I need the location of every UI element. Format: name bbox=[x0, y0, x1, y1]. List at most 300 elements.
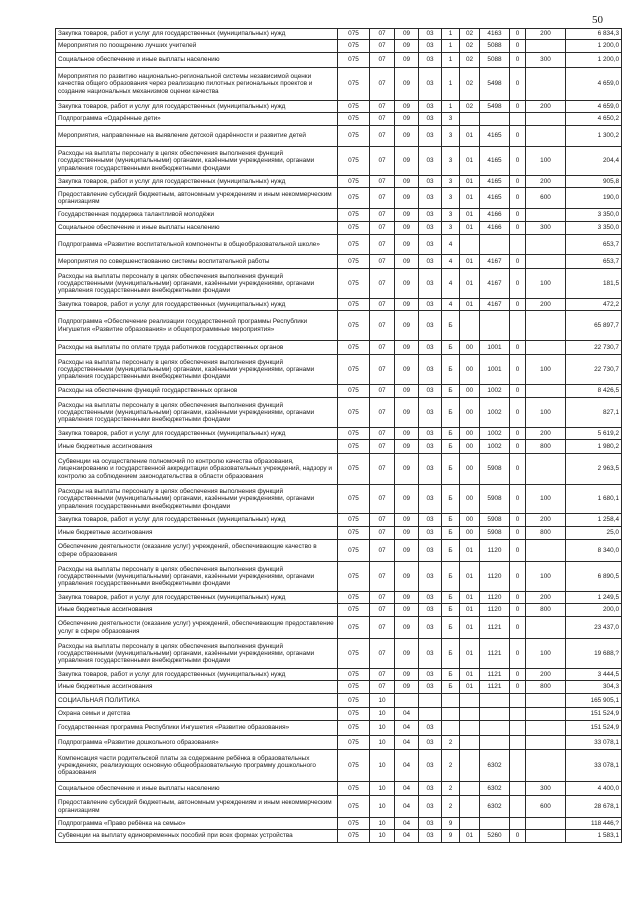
code-cell: 4166 bbox=[480, 222, 510, 235]
code-cell bbox=[526, 830, 566, 843]
code-cell: 01 bbox=[460, 639, 480, 669]
table-row bbox=[56, 355, 622, 385]
code-cell bbox=[510, 818, 526, 830]
code-cell: 4167 bbox=[480, 299, 510, 311]
code-cell bbox=[510, 113, 526, 126]
code-cell bbox=[526, 540, 566, 562]
code-cell: 03 bbox=[419, 527, 442, 540]
row-name-cell: Закупка товаров, работ и услуг для государственных (муниципальных) нужд bbox=[56, 176, 338, 188]
code-cell: 07 bbox=[370, 440, 395, 454]
code-cell: 00 bbox=[460, 514, 480, 527]
code-cell: 075 bbox=[338, 355, 370, 385]
code-cell: Б bbox=[442, 485, 460, 514]
code-cell: 01 bbox=[460, 222, 480, 235]
code-cell: 07 bbox=[370, 68, 395, 101]
code-cell bbox=[480, 311, 510, 341]
code-cell: 01 bbox=[460, 176, 480, 188]
code-cell: 10 bbox=[370, 818, 395, 830]
amount-cell: 472,2 bbox=[566, 299, 622, 311]
code-cell: 00 bbox=[460, 398, 480, 428]
code-cell: 2 bbox=[442, 750, 460, 782]
amount-cell: 33 078,1 bbox=[566, 750, 622, 782]
code-cell: 200 bbox=[526, 299, 566, 311]
code-cell: 1120 bbox=[480, 562, 510, 592]
code-cell: 07 bbox=[370, 147, 395, 176]
code-cell: 4 bbox=[442, 299, 460, 311]
code-cell: 0 bbox=[510, 68, 526, 101]
code-cell: 03 bbox=[419, 341, 442, 355]
code-cell: 07 bbox=[370, 40, 395, 53]
code-cell: 10 bbox=[370, 694, 395, 708]
row-name-cell: Компенсация части родительской платы за содержание ребёнка в образовательных учреждениях, реализующих основную общеобразовательную программу дошкольного образования bbox=[56, 750, 338, 782]
code-cell: Б bbox=[442, 540, 460, 562]
code-cell: 01 bbox=[460, 209, 480, 222]
code-cell bbox=[526, 68, 566, 101]
code-cell: 09 bbox=[395, 147, 419, 176]
code-cell: 075 bbox=[338, 592, 370, 604]
amount-cell: 8 426,5 bbox=[566, 385, 622, 398]
code-cell: 09 bbox=[395, 669, 419, 681]
code-cell: 03 bbox=[419, 398, 442, 428]
code-cell bbox=[526, 617, 566, 639]
code-cell: 09 bbox=[395, 562, 419, 592]
code-cell bbox=[526, 708, 566, 721]
amount-cell: 2 963,5 bbox=[566, 454, 622, 485]
code-cell: 00 bbox=[460, 440, 480, 454]
code-cell: 200 bbox=[526, 101, 566, 113]
code-cell: 01 bbox=[460, 269, 480, 299]
code-cell: 200 bbox=[526, 669, 566, 681]
code-cell: 09 bbox=[395, 428, 419, 440]
code-cell: Б bbox=[442, 385, 460, 398]
code-cell bbox=[442, 708, 460, 721]
code-cell bbox=[480, 113, 510, 126]
code-cell: 3 bbox=[442, 113, 460, 126]
code-cell: 03 bbox=[419, 681, 442, 694]
code-cell: 07 bbox=[370, 255, 395, 269]
table-row bbox=[56, 592, 622, 604]
code-cell: 0 bbox=[510, 617, 526, 639]
table-row bbox=[56, 514, 622, 527]
budget-table bbox=[55, 28, 622, 843]
row-name-cell: Иные бюджетные ассигнования bbox=[56, 527, 338, 540]
table-row bbox=[56, 721, 622, 736]
amount-cell: 1 980,2 bbox=[566, 440, 622, 454]
amount-cell: 6 890,5 bbox=[566, 562, 622, 592]
code-cell: Б bbox=[442, 398, 460, 428]
code-cell bbox=[526, 126, 566, 147]
code-cell: 03 bbox=[419, 113, 442, 126]
code-cell: 5260 bbox=[480, 830, 510, 843]
code-cell: 075 bbox=[338, 830, 370, 843]
code-cell: 09 bbox=[395, 101, 419, 113]
code-cell: Б bbox=[442, 527, 460, 540]
code-cell: 09 bbox=[395, 311, 419, 341]
row-name-cell: Закупка товаров, работ и услуг для государственных (муниципальных) нужд bbox=[56, 514, 338, 527]
code-cell: 075 bbox=[338, 454, 370, 485]
code-cell: 075 bbox=[338, 40, 370, 53]
amount-cell: 827,1 bbox=[566, 398, 622, 428]
code-cell: 00 bbox=[460, 385, 480, 398]
code-cell bbox=[510, 736, 526, 750]
code-cell: 03 bbox=[419, 736, 442, 750]
code-cell: 1001 bbox=[480, 355, 510, 385]
code-cell: 1121 bbox=[480, 681, 510, 694]
code-cell: 3 bbox=[442, 126, 460, 147]
code-cell: 00 bbox=[460, 341, 480, 355]
code-cell: 03 bbox=[419, 40, 442, 53]
code-cell: 03 bbox=[419, 830, 442, 843]
code-cell bbox=[442, 721, 460, 736]
code-cell: 1121 bbox=[480, 617, 510, 639]
amount-cell: 118 446,? bbox=[566, 818, 622, 830]
table-row bbox=[56, 694, 622, 708]
code-cell: 0 bbox=[510, 255, 526, 269]
code-cell: 01 bbox=[460, 617, 480, 639]
code-cell: 09 bbox=[395, 176, 419, 188]
code-cell: 07 bbox=[370, 428, 395, 440]
code-cell bbox=[460, 782, 480, 796]
code-cell: 03 bbox=[419, 355, 442, 385]
code-cell: 00 bbox=[460, 527, 480, 540]
row-name-cell: Расходы на выплаты персоналу в целях обеспечения выполнения функций государственными (муниципальными) органами, казёнными учреждениями, органами управления государственными внебюджетными фондами bbox=[56, 485, 338, 514]
code-cell: Б bbox=[442, 617, 460, 639]
code-cell: 09 bbox=[395, 188, 419, 209]
code-cell: 03 bbox=[419, 29, 442, 40]
code-cell bbox=[460, 750, 480, 782]
code-cell: 300 bbox=[526, 222, 566, 235]
code-cell: 07 bbox=[370, 639, 395, 669]
code-cell: 09 bbox=[395, 592, 419, 604]
code-cell: 1120 bbox=[480, 540, 510, 562]
code-cell: 4165 bbox=[480, 176, 510, 188]
code-cell: 075 bbox=[338, 440, 370, 454]
code-cell: 100 bbox=[526, 355, 566, 385]
row-name-cell: Охрана семьи и детства bbox=[56, 708, 338, 721]
row-name-cell: Обеспечение деятельности (оказание услуг) учреждений, обеспечивающие предоставление услуг в сфере образования bbox=[56, 617, 338, 639]
code-cell: 09 bbox=[395, 604, 419, 617]
code-cell bbox=[526, 694, 566, 708]
code-cell: 4165 bbox=[480, 188, 510, 209]
code-cell: 01 bbox=[460, 669, 480, 681]
table-row bbox=[56, 222, 622, 235]
amount-cell: 65 897,7 bbox=[566, 311, 622, 341]
amount-cell: 3 350,0 bbox=[566, 209, 622, 222]
code-cell: 1002 bbox=[480, 440, 510, 454]
code-cell: 03 bbox=[419, 222, 442, 235]
table-row bbox=[56, 101, 622, 113]
code-cell: 0 bbox=[510, 101, 526, 113]
code-cell: 01 bbox=[460, 540, 480, 562]
code-cell: 09 bbox=[395, 440, 419, 454]
table-row bbox=[56, 527, 622, 540]
code-cell: 5088 bbox=[480, 40, 510, 53]
code-cell: 075 bbox=[338, 818, 370, 830]
code-cell: 03 bbox=[419, 440, 442, 454]
code-cell: 4163 bbox=[480, 29, 510, 40]
row-name-cell: Социальное обеспечение и иные выплаты населению bbox=[56, 782, 338, 796]
code-cell: 03 bbox=[419, 126, 442, 147]
code-cell: 075 bbox=[338, 562, 370, 592]
code-cell bbox=[480, 235, 510, 255]
code-cell: 09 bbox=[395, 514, 419, 527]
row-name-cell: Закупка товаров, работ и услуг для государственных (муниципальных) нужд bbox=[56, 101, 338, 113]
row-name-cell: Закупка товаров, работ и услуг для государственных (муниципальных) нужд bbox=[56, 669, 338, 681]
table-row bbox=[56, 428, 622, 440]
code-cell: 0 bbox=[510, 514, 526, 527]
row-name-cell: Расходы на выплаты по оплате труда работников государственных органов bbox=[56, 341, 338, 355]
code-cell: 4167 bbox=[480, 255, 510, 269]
code-cell: 1 bbox=[442, 29, 460, 40]
code-cell: 1 bbox=[442, 40, 460, 53]
amount-cell: 4 650,2 bbox=[566, 113, 622, 126]
code-cell: 09 bbox=[395, 222, 419, 235]
code-cell: 04 bbox=[395, 830, 419, 843]
code-cell bbox=[526, 736, 566, 750]
amount-cell: 905,8 bbox=[566, 176, 622, 188]
code-cell: 02 bbox=[460, 101, 480, 113]
code-cell bbox=[526, 341, 566, 355]
code-cell: 03 bbox=[419, 750, 442, 782]
code-cell: 800 bbox=[526, 440, 566, 454]
code-cell: 9 bbox=[442, 818, 460, 830]
code-cell: 100 bbox=[526, 485, 566, 514]
code-cell: 5908 bbox=[480, 514, 510, 527]
code-cell: 075 bbox=[338, 750, 370, 782]
code-cell: 0 bbox=[510, 562, 526, 592]
code-cell: 075 bbox=[338, 385, 370, 398]
code-cell: 800 bbox=[526, 681, 566, 694]
table-row bbox=[56, 736, 622, 750]
code-cell: 100 bbox=[526, 269, 566, 299]
table-row bbox=[56, 796, 622, 818]
code-cell: 2 bbox=[442, 796, 460, 818]
code-cell: 100 bbox=[526, 147, 566, 176]
code-cell: 07 bbox=[370, 398, 395, 428]
code-cell: Б bbox=[442, 440, 460, 454]
code-cell: 09 bbox=[395, 454, 419, 485]
code-cell bbox=[480, 818, 510, 830]
code-cell: 4166 bbox=[480, 209, 510, 222]
code-cell bbox=[480, 736, 510, 750]
code-cell: 4167 bbox=[480, 269, 510, 299]
code-cell: 200 bbox=[526, 428, 566, 440]
code-cell: 00 bbox=[460, 485, 480, 514]
code-cell: 0 bbox=[510, 355, 526, 385]
code-cell: 03 bbox=[419, 188, 442, 209]
code-cell: Б bbox=[442, 639, 460, 669]
code-cell: 03 bbox=[419, 514, 442, 527]
table-row bbox=[56, 126, 622, 147]
code-cell bbox=[460, 694, 480, 708]
code-cell: 10 bbox=[370, 708, 395, 721]
amount-cell: 19 688,? bbox=[566, 639, 622, 669]
code-cell bbox=[526, 311, 566, 341]
table-row bbox=[56, 830, 622, 843]
code-cell: 07 bbox=[370, 341, 395, 355]
amount-cell: 1 200,0 bbox=[566, 53, 622, 68]
amount-cell: 6 834,3 bbox=[566, 29, 622, 40]
code-cell: 100 bbox=[526, 639, 566, 669]
code-cell: 075 bbox=[338, 639, 370, 669]
code-cell: 075 bbox=[338, 209, 370, 222]
code-cell bbox=[460, 235, 480, 255]
code-cell: 03 bbox=[419, 485, 442, 514]
code-cell: 075 bbox=[338, 398, 370, 428]
code-cell bbox=[480, 721, 510, 736]
amount-cell: 1 300,2 bbox=[566, 126, 622, 147]
code-cell: 0 bbox=[510, 639, 526, 669]
code-cell: 100 bbox=[526, 562, 566, 592]
code-cell: 07 bbox=[370, 235, 395, 255]
code-cell: 01 bbox=[460, 681, 480, 694]
code-cell: 075 bbox=[338, 269, 370, 299]
code-cell: 1002 bbox=[480, 428, 510, 440]
code-cell: 01 bbox=[460, 255, 480, 269]
code-cell: 09 bbox=[395, 385, 419, 398]
code-cell: Б bbox=[442, 681, 460, 694]
code-cell bbox=[419, 694, 442, 708]
amount-cell: 151 524,9 bbox=[566, 708, 622, 721]
code-cell: 09 bbox=[395, 299, 419, 311]
code-cell: 075 bbox=[338, 669, 370, 681]
table-row bbox=[56, 818, 622, 830]
code-cell: 075 bbox=[338, 341, 370, 355]
amount-cell: 151 524,9 bbox=[566, 721, 622, 736]
code-cell: 07 bbox=[370, 681, 395, 694]
code-cell bbox=[480, 708, 510, 721]
code-cell: 03 bbox=[419, 604, 442, 617]
code-cell: 4 bbox=[442, 235, 460, 255]
row-name-cell: Расходы на выплаты персоналу в целях обеспечения выполнения функций государственными (муниципальными) органами, казёнными учреждениями, органами управления государственными внебюджетными фондами bbox=[56, 147, 338, 176]
row-name-cell: Обеспечение деятельности (оказание услуг) учреждений, обеспечивающие качество в сфере образования bbox=[56, 540, 338, 562]
row-name-cell: Социальное обеспечение и иные выплаты населению bbox=[56, 222, 338, 235]
code-cell: 6302 bbox=[480, 750, 510, 782]
code-cell bbox=[460, 796, 480, 818]
row-name-cell: Подпрограмма «Развитие воспитательной компоненты в общеобразовательной школе» bbox=[56, 235, 338, 255]
row-name-cell: Расходы на выплаты персоналу в целях обеспечения выполнения функций государственными (муниципальными) органами, казёнными учреждениями, органами управления государственными внебюджетными фондами bbox=[56, 562, 338, 592]
code-cell: 07 bbox=[370, 617, 395, 639]
code-cell: 5908 bbox=[480, 485, 510, 514]
code-cell: 10 bbox=[370, 830, 395, 843]
code-cell: 03 bbox=[419, 540, 442, 562]
code-cell: 01 bbox=[460, 299, 480, 311]
code-cell: 10 bbox=[370, 750, 395, 782]
amount-cell: 3 350,0 bbox=[566, 222, 622, 235]
code-cell: 5908 bbox=[480, 454, 510, 485]
code-cell: 075 bbox=[338, 126, 370, 147]
code-cell bbox=[460, 818, 480, 830]
amount-cell: 304,3 bbox=[566, 681, 622, 694]
code-cell bbox=[526, 721, 566, 736]
code-cell bbox=[395, 694, 419, 708]
code-cell: 200 bbox=[526, 592, 566, 604]
table-row bbox=[56, 311, 622, 341]
code-cell: 1 bbox=[442, 53, 460, 68]
code-cell bbox=[460, 736, 480, 750]
page-number: 50 bbox=[592, 14, 603, 26]
table-row bbox=[56, 235, 622, 255]
code-cell bbox=[510, 782, 526, 796]
code-cell: 03 bbox=[419, 235, 442, 255]
code-cell bbox=[510, 796, 526, 818]
code-cell: Б bbox=[442, 428, 460, 440]
table-row bbox=[56, 299, 622, 311]
amount-cell: 4 659,0 bbox=[566, 101, 622, 113]
code-cell: 075 bbox=[338, 147, 370, 176]
code-cell: 01 bbox=[460, 188, 480, 209]
table-body bbox=[56, 29, 622, 843]
row-name-cell: Предоставление субсидий бюджетным, автономным учреждениям и иным некоммерческим организациям bbox=[56, 796, 338, 818]
code-cell: 03 bbox=[419, 562, 442, 592]
table-row bbox=[56, 454, 622, 485]
code-cell: 09 bbox=[395, 681, 419, 694]
code-cell: 075 bbox=[338, 514, 370, 527]
code-cell: Б bbox=[442, 355, 460, 385]
code-cell: 6302 bbox=[480, 782, 510, 796]
code-cell: 075 bbox=[338, 721, 370, 736]
code-cell: 03 bbox=[419, 176, 442, 188]
amount-cell: 653,7 bbox=[566, 235, 622, 255]
row-name-cell: Мероприятия по поощрению лучших учителей bbox=[56, 40, 338, 53]
code-cell: 09 bbox=[395, 269, 419, 299]
code-cell: 200 bbox=[526, 176, 566, 188]
code-cell: 07 bbox=[370, 485, 395, 514]
code-cell bbox=[460, 708, 480, 721]
code-cell: 3 bbox=[442, 176, 460, 188]
code-cell: 0 bbox=[510, 527, 526, 540]
code-cell: 01 bbox=[460, 126, 480, 147]
code-cell: 04 bbox=[395, 796, 419, 818]
code-cell: 09 bbox=[395, 68, 419, 101]
code-cell: 075 bbox=[338, 29, 370, 40]
code-cell: 07 bbox=[370, 188, 395, 209]
code-cell: 10 bbox=[370, 796, 395, 818]
code-cell: 01 bbox=[460, 604, 480, 617]
code-cell: 075 bbox=[338, 299, 370, 311]
code-cell: 00 bbox=[460, 454, 480, 485]
code-cell bbox=[419, 708, 442, 721]
code-cell bbox=[460, 721, 480, 736]
code-cell: 07 bbox=[370, 29, 395, 40]
code-cell: 075 bbox=[338, 617, 370, 639]
code-cell: 4 bbox=[442, 269, 460, 299]
amount-cell: 1 680,1 bbox=[566, 485, 622, 514]
code-cell: 09 bbox=[395, 29, 419, 40]
amount-cell: 5 619,2 bbox=[566, 428, 622, 440]
code-cell: 5498 bbox=[480, 101, 510, 113]
code-cell: 5088 bbox=[480, 53, 510, 68]
code-cell: Б bbox=[442, 592, 460, 604]
code-cell: 0 bbox=[510, 385, 526, 398]
code-cell: 0 bbox=[510, 29, 526, 40]
code-cell: 02 bbox=[460, 29, 480, 40]
code-cell: 09 bbox=[395, 209, 419, 222]
code-cell: 0 bbox=[510, 454, 526, 485]
code-cell: 01 bbox=[460, 562, 480, 592]
code-cell: 075 bbox=[338, 235, 370, 255]
amount-cell: 25,0 bbox=[566, 527, 622, 540]
table-row bbox=[56, 639, 622, 669]
row-name-cell: Расходы на выплаты персоналу в целях обеспечения выполнения функций государственными (муниципальными) органами, казёнными учреждениями, органами управления государственными внебюджетными фондами bbox=[56, 355, 338, 385]
code-cell: 04 bbox=[395, 736, 419, 750]
code-cell: 09 bbox=[395, 485, 419, 514]
row-name-cell: Подпрограмма «Обеспечение реализации государственной программы Республики Ингушетия «Развитие образования» и общепрограммные мероприятия» bbox=[56, 311, 338, 341]
code-cell: 03 bbox=[419, 818, 442, 830]
code-cell: 03 bbox=[419, 68, 442, 101]
code-cell: 07 bbox=[370, 514, 395, 527]
code-cell: 09 bbox=[395, 40, 419, 53]
